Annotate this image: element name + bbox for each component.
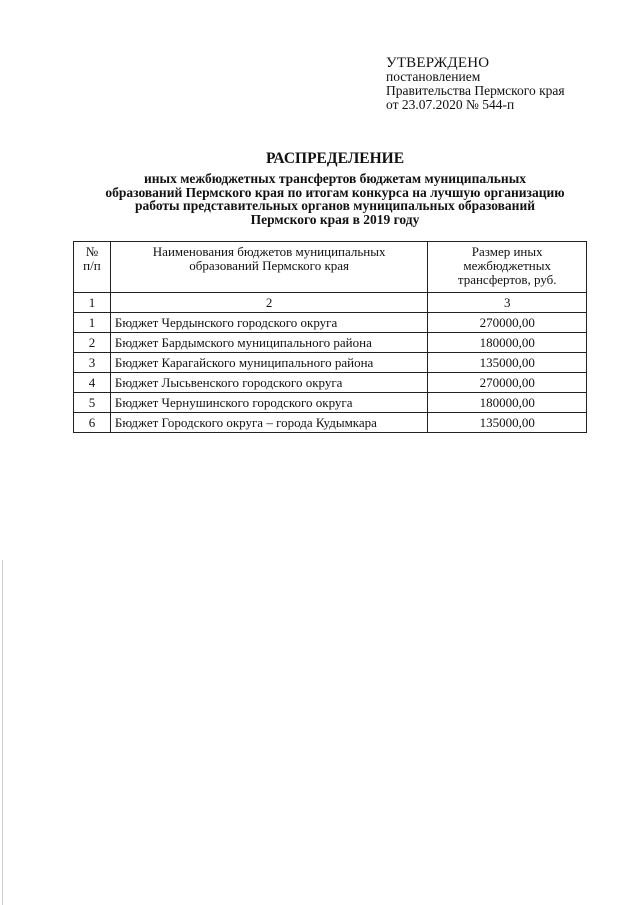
- document-heading: [70, 150, 600, 226]
- row-amount: 135000,00: [428, 413, 587, 433]
- document-subtitle-1: иных межбюджетных трансфертов бюджетам муниципальных: [144, 171, 526, 186]
- row-num: 4: [74, 373, 111, 393]
- approval-line-1: постановлением: [386, 69, 481, 84]
- header-amount-line-2: межбюджетных: [463, 258, 551, 273]
- row-name: Бюджет Городского округа – города Кудымкара: [110, 413, 428, 433]
- scan-edge-line: [2, 560, 3, 905]
- approval-stamp: [386, 56, 565, 112]
- header-name-line-1: Наименования бюджетов муниципальных: [152, 244, 386, 259]
- header-amount-line-3: трансфертов, руб.: [457, 272, 557, 287]
- approval-line-3: от 23.07.2020 № 544-п: [386, 97, 515, 112]
- table-row: [74, 353, 587, 373]
- index-cell-3: 3: [428, 293, 587, 313]
- table-header-row: [74, 242, 587, 293]
- row-num: 5: [74, 393, 111, 413]
- header-num-line-2: п/п: [83, 258, 101, 273]
- table-row: [74, 413, 587, 433]
- row-num: 3: [74, 353, 111, 373]
- header-amount-line-1: Размер иных: [471, 244, 543, 259]
- row-num: 6: [74, 413, 111, 433]
- table-index-row: [74, 293, 587, 313]
- table-row: [74, 313, 587, 333]
- row-name: Бюджет Чердынского городского округа: [110, 313, 428, 333]
- approval-line-2: Правительства Пермского края: [386, 83, 565, 98]
- row-amount: 135000,00: [428, 353, 587, 373]
- header-name-line-2: образований Пермского края: [189, 258, 350, 273]
- document-subtitle-2: образований Пермского края по итогам конкурса на лучшую организацию: [105, 184, 565, 200]
- row-num: 1: [74, 313, 111, 333]
- header-num-line-1: №: [85, 244, 99, 259]
- table-row: [74, 393, 587, 413]
- document-subtitle-4: Пермского края в 2019 году: [250, 211, 420, 227]
- table-row: [74, 333, 587, 353]
- index-cell-1: 1: [74, 293, 111, 313]
- document-title: РАСПРЕДЕЛЕНИЕ: [265, 150, 405, 167]
- header-amount: [428, 242, 587, 293]
- header-name: [110, 242, 428, 293]
- row-amount: 180000,00: [428, 333, 587, 353]
- row-amount: 270000,00: [428, 373, 587, 393]
- row-amount: 270000,00: [428, 313, 587, 333]
- index-cell-2: 2: [110, 293, 428, 313]
- table-row: [74, 373, 587, 393]
- row-name: Бюджет Бардымского муниципального района: [110, 333, 428, 353]
- document-subtitle-3: работы представительных органов муниципальных образований: [134, 198, 536, 213]
- row-name: Бюджет Чернушинского городского округа: [110, 393, 428, 413]
- header-num: [74, 242, 111, 293]
- row-name: Бюджет Карагайского муниципального района: [110, 353, 428, 373]
- distribution-table: [73, 241, 587, 433]
- row-name: Бюджет Лысьвенского городского округа: [110, 373, 428, 393]
- row-amount: 180000,00: [428, 393, 587, 413]
- approval-title: УТВЕРЖДЕНО: [386, 55, 490, 71]
- row-num: 2: [74, 333, 111, 353]
